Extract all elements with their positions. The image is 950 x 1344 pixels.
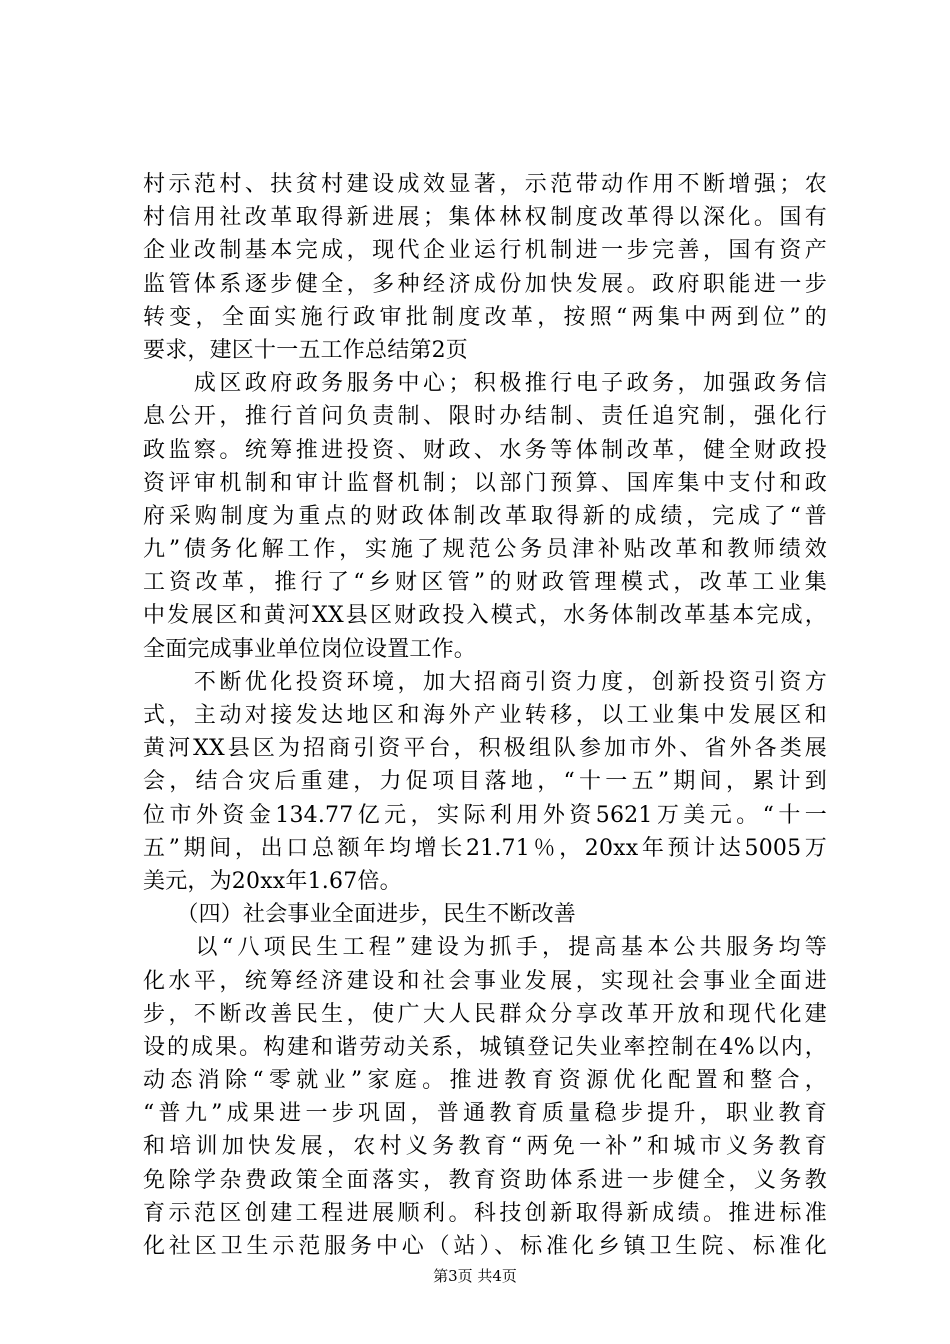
text-line: 资评审机制和审计监督机制；以部门预算、国库集中支付和政 bbox=[143, 470, 827, 496]
text-line: 村示范村、扶贫村建设成效显著，示范带动作用不断增强；农 bbox=[143, 172, 827, 197]
text-line: 式，主动对接发达地区和海外产业转移，以工业集中发展区和 bbox=[143, 703, 827, 728]
text-line: 育示范区创建工程进展顺利。科技创新取得新成绩。推进标准 bbox=[143, 1200, 827, 1226]
text-line: 免除学杂费政策全面落实，教育资助体系进一步健全，义务教 bbox=[143, 1167, 827, 1193]
document-body bbox=[143, 168, 827, 1263]
text-line: 中发展区和黄河XX县区财政投入模式，水务体制改革基本完成， bbox=[143, 603, 827, 629]
text-line: 府采购制度为重点的财政体制改革取得新的成绩，完成了“普 bbox=[143, 503, 827, 529]
text-line: 化社区卫生示范服务中心（站）、标准化乡镇卫生院、标准化 bbox=[143, 1234, 827, 1259]
text-line: 不断优化投资环境，加大招商引资力度，创新投资引资方 bbox=[143, 669, 827, 695]
text-line: 九”债务化解工作，实施了规范公务员津补贴改革和教师绩效 bbox=[143, 537, 827, 563]
text-line: 监管体系逐步健全，多种经济成份加快发展。政府职能进一步 bbox=[143, 271, 827, 297]
text-line: 以“八项民生工程”建设为抓手，提高基本公共服务均等 bbox=[143, 935, 827, 961]
text-line: 动态消除“零就业”家庭。推进教育资源优化配置和整合， bbox=[143, 1068, 827, 1094]
text-line: 企业改制基本完成，现代企业运行机制进一步完善，国有资产 bbox=[143, 238, 827, 264]
text-line: 位市外资金134.77亿元，实际利用外资5621万美元。“十一 bbox=[143, 802, 827, 828]
text-line: 政监察。统筹推进投资、财政、水务等体制改革，健全财政投 bbox=[143, 437, 827, 463]
text-line: 全面完成事业单位岗位设置工作。 bbox=[143, 636, 477, 662]
text-line: 转变，全面实施行政审批制度改革，按照“两集中两到位”的 bbox=[143, 304, 827, 330]
text-line: 五”期间，出口总额年均增长21.71％，20xx年预计达5005万 bbox=[143, 835, 827, 861]
text-line: 美元，为20xx年1.67倍。 bbox=[143, 868, 402, 894]
text-line: 和培训加快发展，农村义务教育“两免一补”和城市义务教育 bbox=[143, 1134, 827, 1160]
text-line: 成区政府政务服务中心；积极推行电子政务，加强政务信 bbox=[143, 371, 827, 397]
page-footer: 第3页 共4页 bbox=[433, 1267, 517, 1285]
text-line: 步，不断改善民生，使广大人民群众分享改革开放和现代化建 bbox=[143, 1001, 827, 1027]
text-line: 化水平，统筹经济建设和社会事业发展，实现社会事业全面进 bbox=[143, 968, 827, 994]
text-line: （四）社会事业全面进步，民生不断改善 bbox=[143, 902, 577, 928]
text-line: 村信用社改革取得新进展；集体林权制度改革得以深化。国有 bbox=[143, 205, 827, 231]
text-line: “普九”成果进一步巩固，普通教育质量稳步提升，职业教育 bbox=[143, 1101, 827, 1127]
text-line: 会，结合灾后重建，力促项目落地，“十一五”期间，累计到 bbox=[143, 769, 827, 795]
text-line: 设的成果。构建和谐劳动关系，城镇登记失业率控制在4%以内， bbox=[143, 1034, 827, 1060]
text-line: 要求，建区十一五工作总结第2页 bbox=[143, 337, 468, 363]
text-line: 黄河XX县区为招商引资平台，积极组队参加市外、省外各类展 bbox=[143, 736, 827, 762]
text-line: 息公开，推行首问负责制、限时办结制、责任追究制，强化行 bbox=[143, 404, 827, 430]
text-line: 工资改革，推行了“乡财区管”的财政管理模式，改革工业集 bbox=[143, 570, 827, 596]
